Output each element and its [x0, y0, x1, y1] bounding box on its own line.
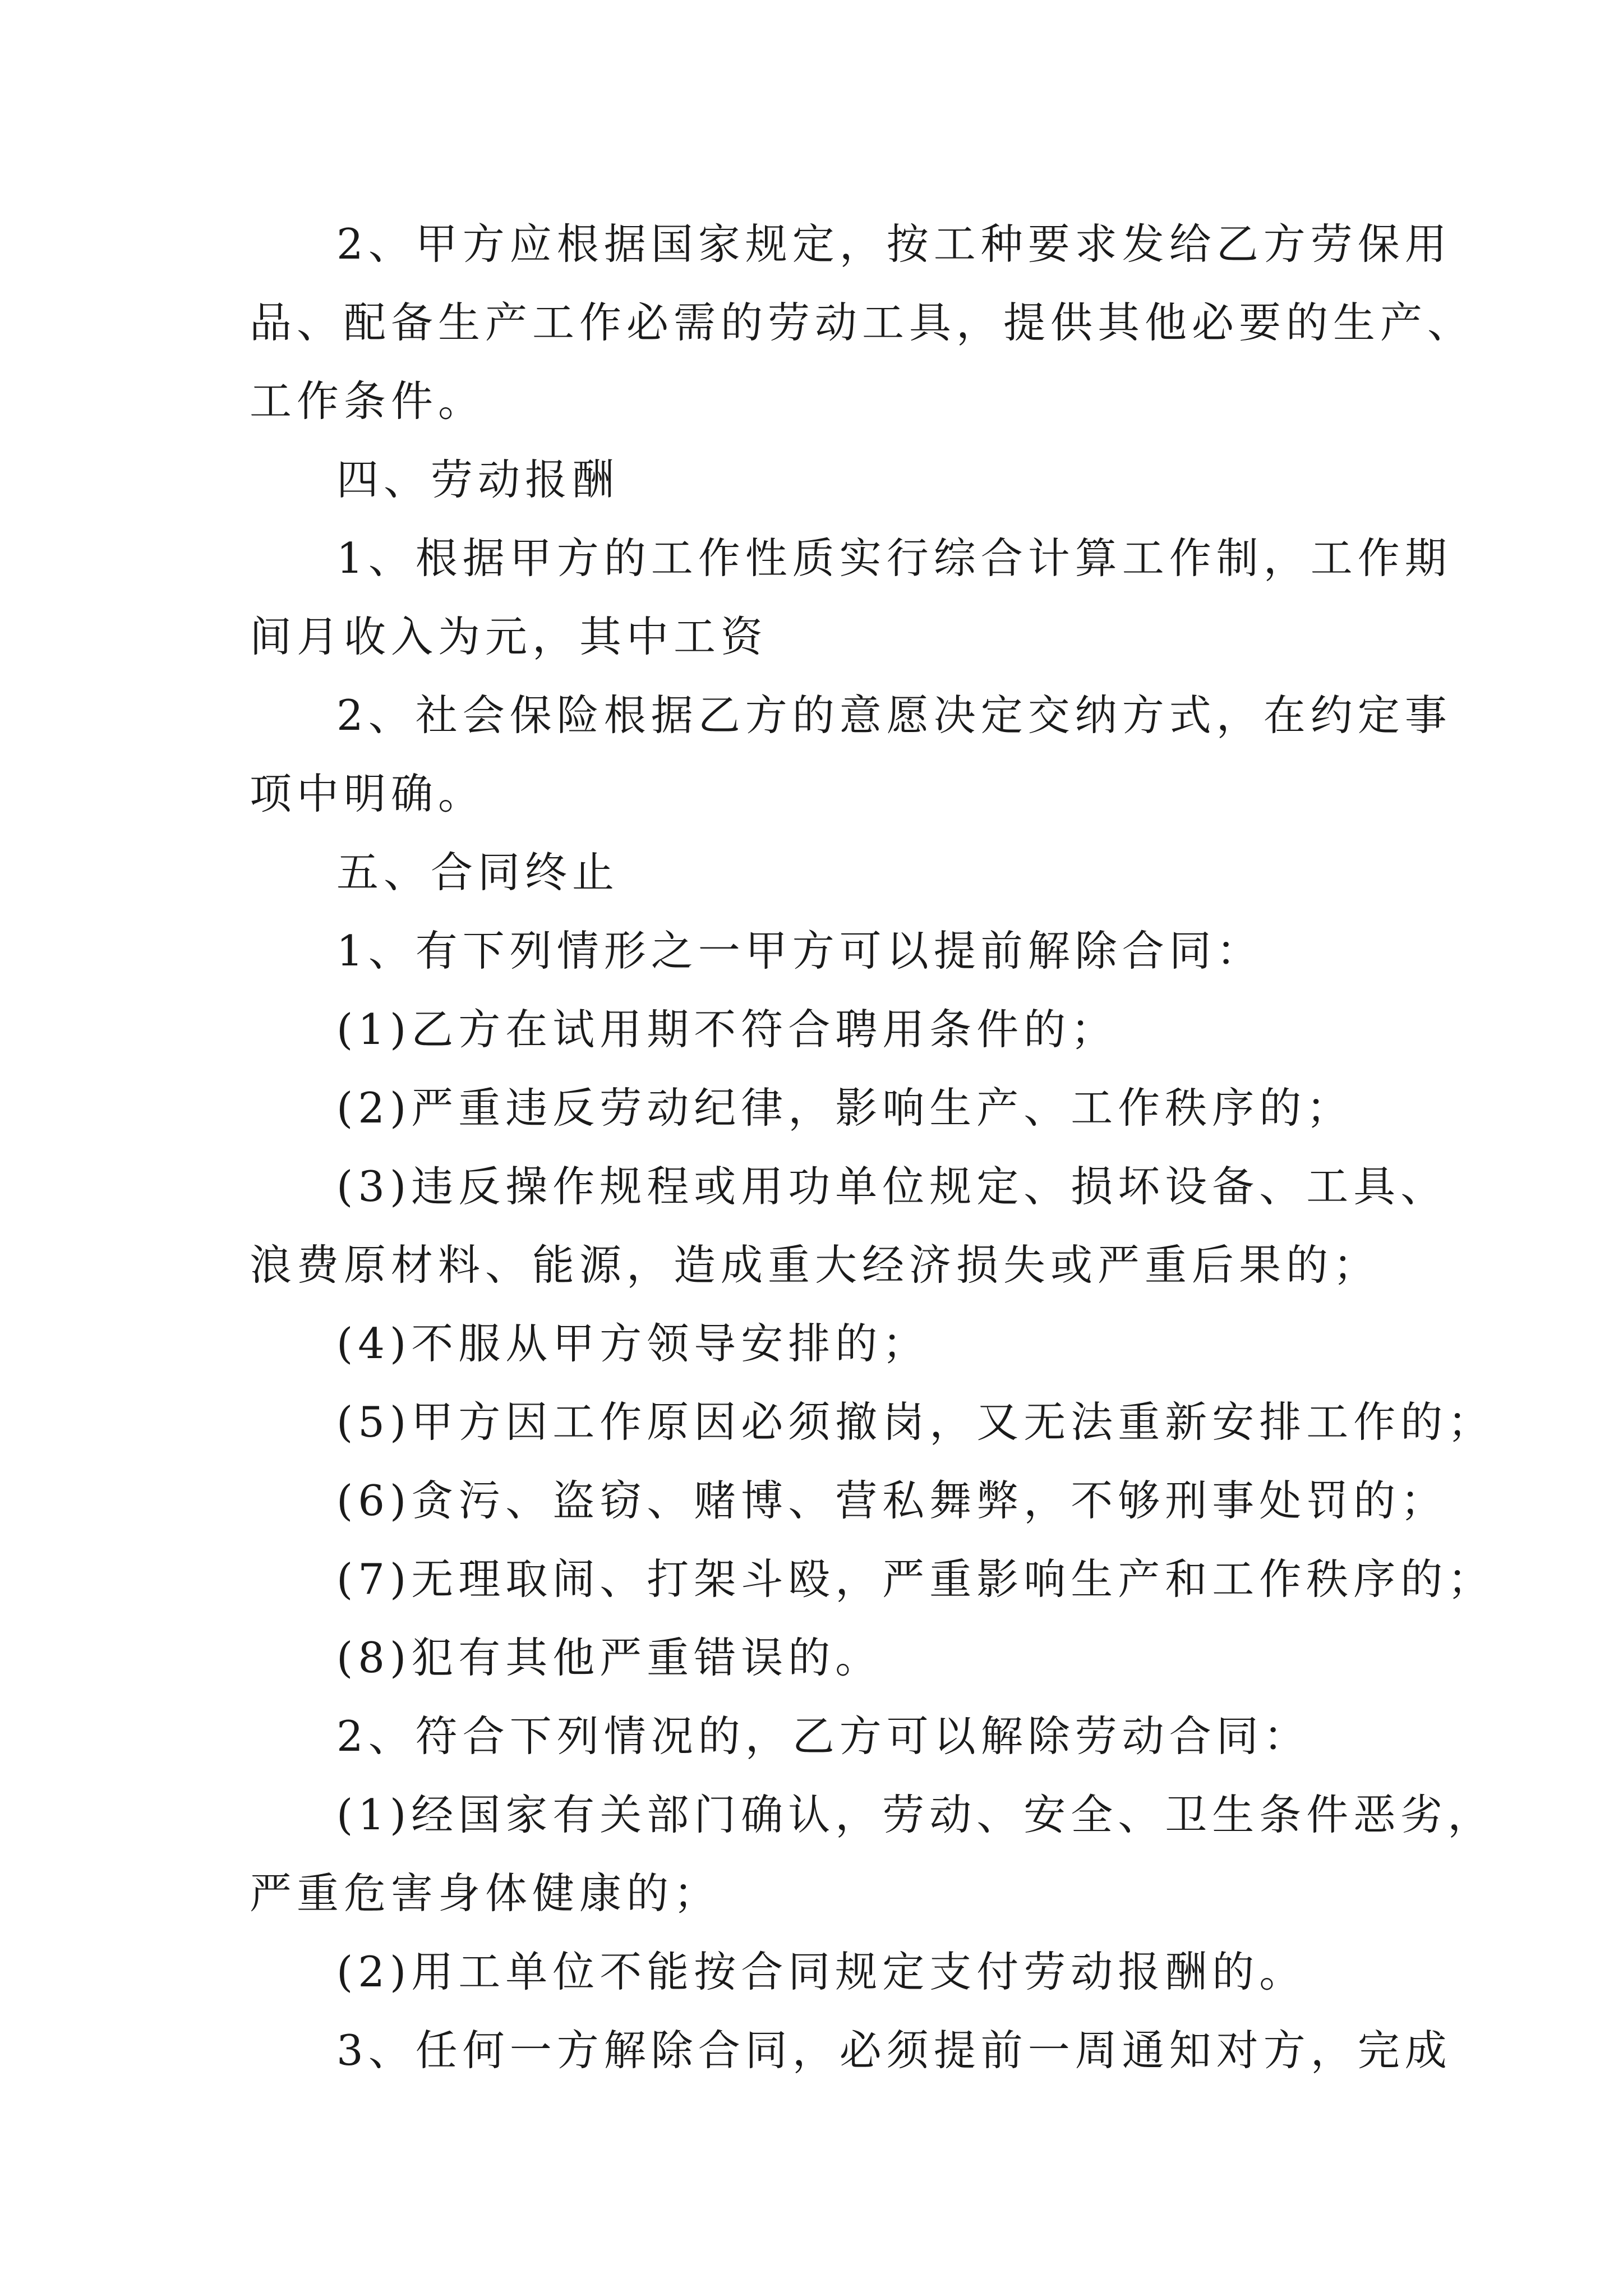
paragraph-line: 项中明确。: [250, 769, 486, 818]
list-item-continuation: 浪费原材料、能源，造成重大经济损失或严重后果的；: [250, 1240, 1381, 1290]
paragraph-line: 2、社会保险根据乙方的意愿决定交纳方式，在约定事: [336, 691, 1452, 740]
paragraph-line: 间月收入为元，其中工资: [250, 612, 768, 661]
list-item: (2)严重违反劳动纪律，影响生产、工作秩序的；: [336, 1083, 1354, 1133]
section-heading: 四、劳动报酬: [336, 455, 620, 504]
list-item: (6)贪污、盗窃、赌博、营私舞弊，不够刑事处罚的；: [336, 1476, 1448, 1525]
list-item: (7)无理取闹、打架斗殴，严重影响生产和工作秩序的；: [336, 1554, 1495, 1604]
paragraph-line: 工作条件。: [250, 376, 486, 426]
list-item: (1)乙方在试用期不符合聘用条件的；: [336, 1005, 1118, 1054]
list-item: (1)经国家有关部门确认，劳动、安全、卫生条件恶劣，: [336, 1790, 1495, 1839]
list-item: (5)甲方因工作原因必须撤岗，又无法重新安排工作的；: [336, 1397, 1495, 1447]
list-item-continuation: 严重危害身体健康的；: [250, 1869, 721, 1918]
section-heading: 五、合同终止: [336, 848, 620, 897]
list-item: (8)犯有其他严重错误的。: [336, 1633, 883, 1682]
list-item: (2)用工单位不能按合同规定支付劳动报酬的。: [336, 1947, 1307, 1996]
paragraph-line: 品、配备生产工作必需的劳动工具，提供其他必要的生产、: [250, 298, 1475, 347]
paragraph-line: 2、符合下列情况的，乙方可以解除劳动合同：: [336, 1711, 1311, 1761]
paragraph-line: 3、任何一方解除合同，必须提前一周通知对方，完成: [336, 2026, 1452, 2075]
list-item: (4)不服从甲方领导安排的；: [336, 1319, 930, 1368]
paragraph-line: 1、有下列情形之一甲方可以提前解除合同：: [336, 926, 1264, 976]
list-item: (3)违反操作规程或用功单位规定、损坏设备、工具、: [336, 1162, 1448, 1211]
paragraph-line: 2、甲方应根据国家规定，按工种要求发给乙方劳保用: [336, 219, 1452, 269]
paragraph-line: 1、根据甲方的工作性质实行综合计算工作制，工作期: [336, 533, 1452, 583]
